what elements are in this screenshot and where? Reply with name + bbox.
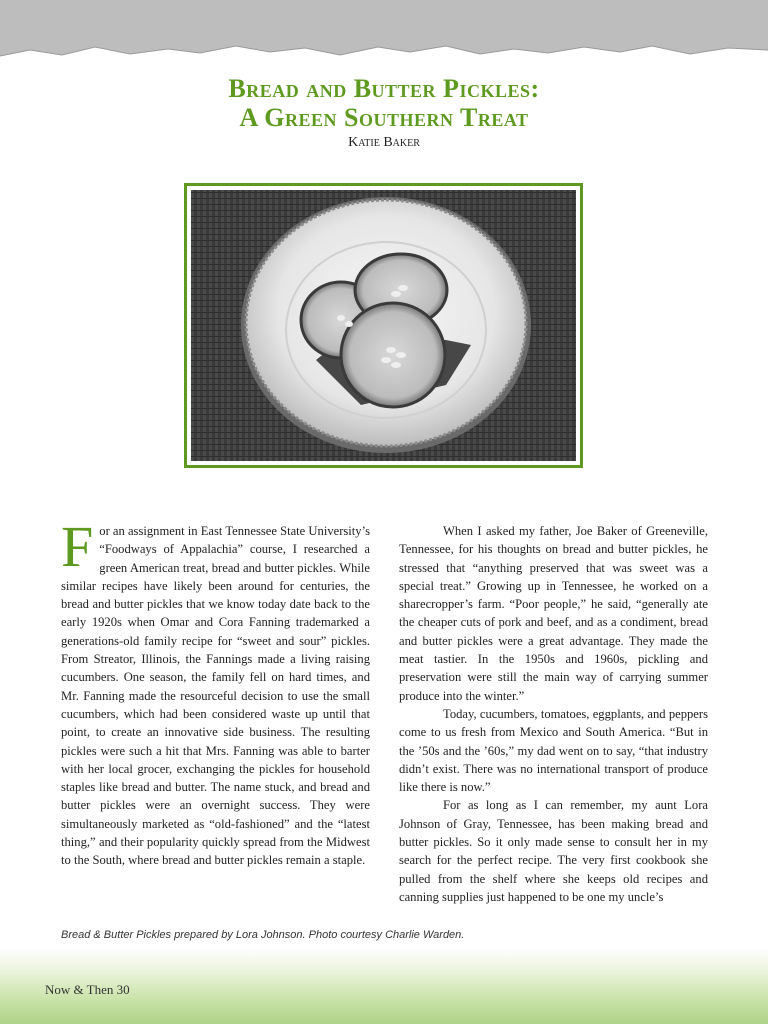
paragraph: Today, cucumbers, tomatoes, eggplants, and peppers come to us fresh from Mexico and South America. “But in the ’50s and the ’60s,” my dad went on to say, “that industry didn’t exist. There was no international transport of produce like there is now.” [399,706,708,795]
drop-cap: F [61,514,94,579]
paragraph-intro [61,514,370,870]
photo-caption: Bread & Butter Pickles prepared by Lora Johnson. Photo courtesy Charlie Warden. [61,929,465,941]
paragraph: When I asked my father, Joe Baker of Greeneville, Tennessee, for his thoughts on bread and butter pickles, he stressed that “anything preserved that was sweet was a special treat.” Growing up in Tennessee, he worked on a sharecropper’s farm. “Poor people,” he said, “generally ate the cheaper cuts of pork and beef, and as a condiment, bread and butter pickles were a great advantage. They made the meat tastier. In the 1950s and 1960s, pickling and preservation were still the main way of carrying summer produce into the winter.” [399,524,708,703]
torn-paper-header [0,0,768,70]
article-title-line-1: Bread and Butter Pickles: [228,74,540,103]
pickles-photo-image [191,190,576,461]
torn-edge-shape [0,0,768,70]
pickles-photo [184,183,583,468]
body-column-right [399,522,708,906]
page-folio: Now & Then 30 [45,982,130,997]
paragraph: For as long as I can remember, my aunt Lora Johnson of Gray, Tennessee, has been making bread and butter pickles. So it only made sense to consult her in my search for the perfect recipe. The very first cookbook she pulled from the shelf where she keeps old recipes and canning supplies just happened to be one my uncle’s [399,798,708,904]
body-column-left [61,514,370,870]
article-author: Katie Baker [348,135,420,150]
article-title-line-2: A Green Southern Treat [239,103,529,132]
paragraph-intro-text: or an assignment in East Tennessee State University’s “Foodways of Appalachia” course, I researched a green American treat, bread and butter pickles. While similar recipes have likely been around for centuries, the bread and butter pickles that we know today date back to the early 1920s when Omar and Cora Fanning trademarked a generations-old family recipe for “sweet and sour” pickles. From Streator, Illinois, the Fannings made a living raising cucumbers. One season, the family fell on hard times, and Mr. Fanning made the resourceful decision to use the small cucumbers, which had been considered waste up until that point, to create an innovative side business. The resulting pickles were such a hit that Mrs. Fanning was able to barter with her local grocer, exchanging the pickles for household staples like bread and butter. The name stuck, and bread and butter pickles were an overnight success. They were simultaneously marketed as “old-fashioned” and the “latest thing,” and their popularity quickly spread from the Midwest to the South, where bread and butter pickles remain a staple. [61,524,370,868]
article-title [0,74,768,132]
